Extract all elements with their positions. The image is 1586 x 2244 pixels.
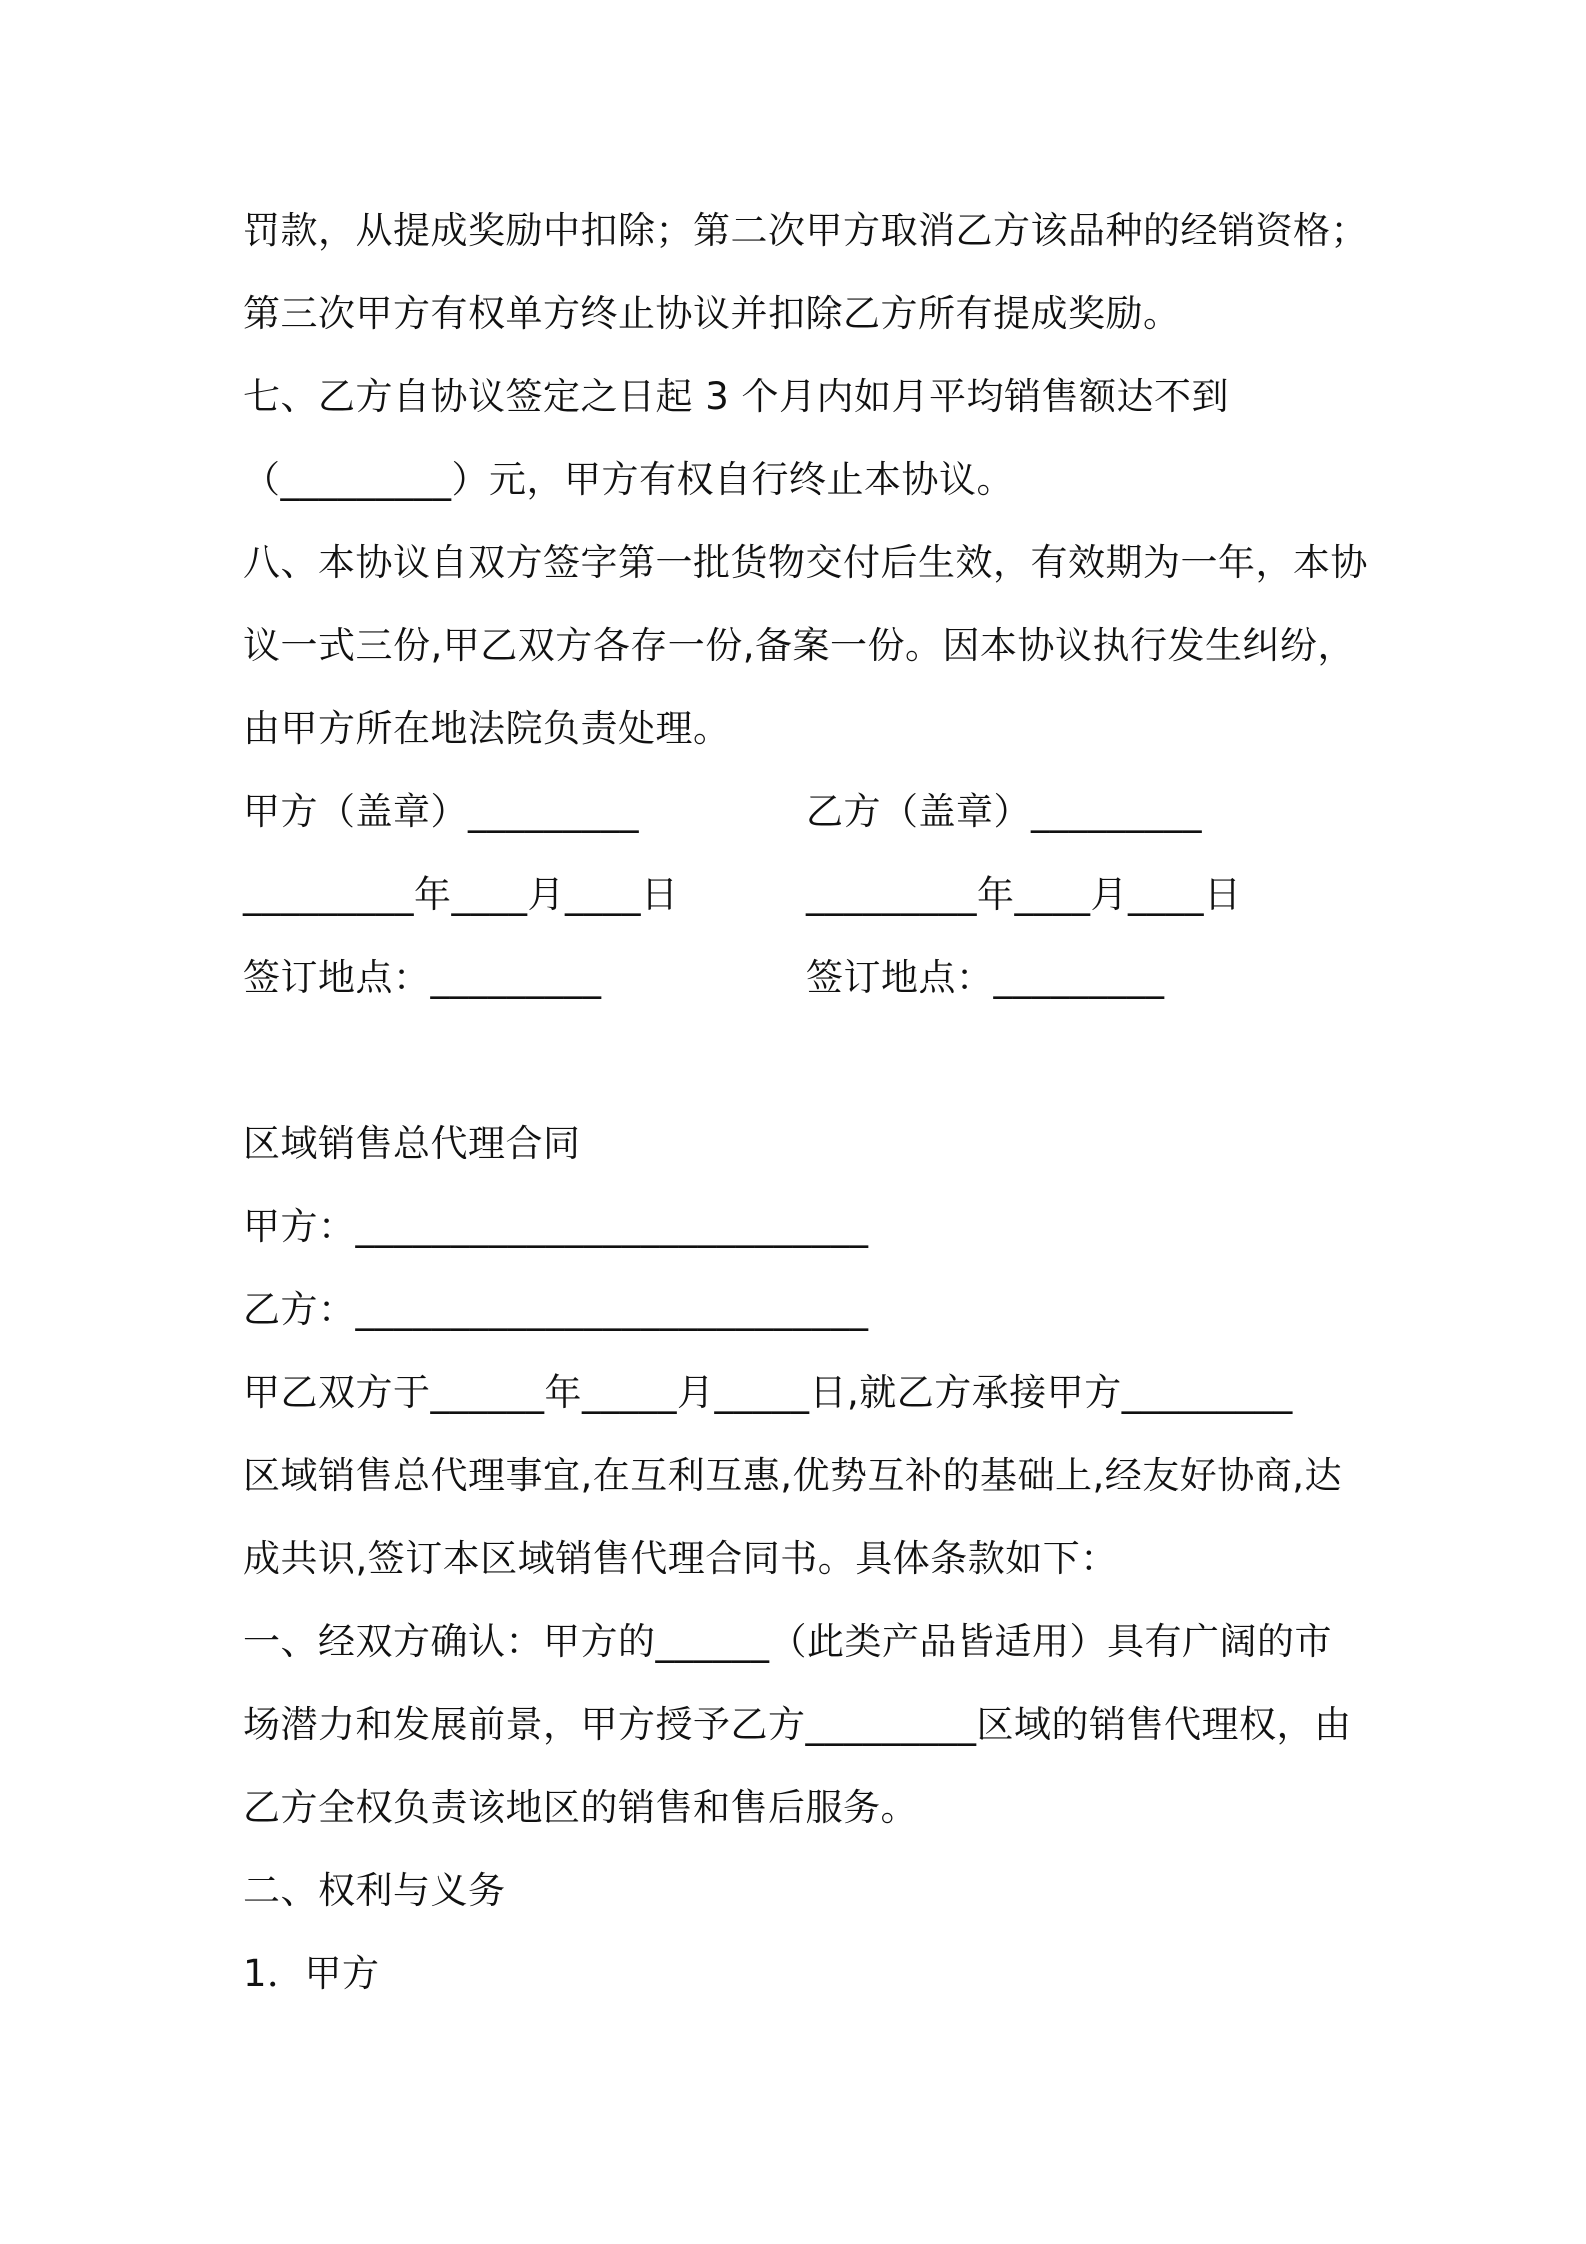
clause-8-line-3: 由甲方所在地法院负责处理。 xyxy=(243,707,731,750)
contract-title: 区域销售总代理合同 xyxy=(243,1122,581,1165)
party-b-name-line: 乙方：___________________________ xyxy=(243,1288,869,1331)
article-1-line-2: 场潜力和发展前景，甲方授予乙方_________区域的销售代理权，由 xyxy=(243,1703,1352,1746)
preamble-line-3: 成共识,签订本区域销售代理合同书。具体条款如下： xyxy=(243,1537,1118,1580)
article-2-heading: 二、权利与义务 xyxy=(243,1869,506,1912)
article-2-subheading-party-a: 1．甲方 xyxy=(243,1952,380,1995)
party-a-name-line: 甲方：___________________________ xyxy=(243,1205,869,1248)
party-b-place: 签订地点：_________ xyxy=(806,956,1165,999)
clause-6-penalty-line-2: 第三次甲方有权单方终止协议并扣除乙方所有提成奖励。 xyxy=(243,292,1181,335)
clause-8-line-1: 八、本协议自双方签字第一批货物交付后生效，有效期为一年，本协 xyxy=(243,541,1368,584)
party-a-place: 签订地点：_________ xyxy=(243,956,602,999)
preamble-line-2: 区域销售总代理事宜,在互利互惠,优势互补的基础上,经友好协商,达 xyxy=(243,1454,1343,1497)
clause-7-line-1: 七、乙方自协议签定之日起 3 个月内如月平均销售额达不到 xyxy=(243,375,1230,418)
article-1-line-1: 一、经双方确认：甲方的______（此类产品皆适用）具有广阔的市 xyxy=(243,1620,1332,1663)
clause-7-line-2: （_________）元，甲方有权自行终止本协议。 xyxy=(243,458,1014,501)
preamble-line-1: 甲乙双方于______年_____月_____日,就乙方承接甲方_________ xyxy=(243,1371,1293,1414)
party-a-seal: 甲方（盖章）_________ xyxy=(243,790,639,833)
party-a-date: _________年____月____日 xyxy=(243,873,679,916)
article-1-line-3: 乙方全权负责该地区的销售和售后服务。 xyxy=(243,1786,918,1829)
clause-8-line-2: 议一式三份,甲乙双方各存一份,备案一份。因本协议执行发生纠纷， xyxy=(243,624,1356,667)
party-b-date: _________年____月____日 xyxy=(806,873,1242,916)
party-b-seal: 乙方（盖章）_________ xyxy=(806,790,1202,833)
clause-6-penalty-line-1: 罚款，从提成奖励中扣除；第二次甲方取消乙方该品种的经销资格； xyxy=(243,209,1368,252)
